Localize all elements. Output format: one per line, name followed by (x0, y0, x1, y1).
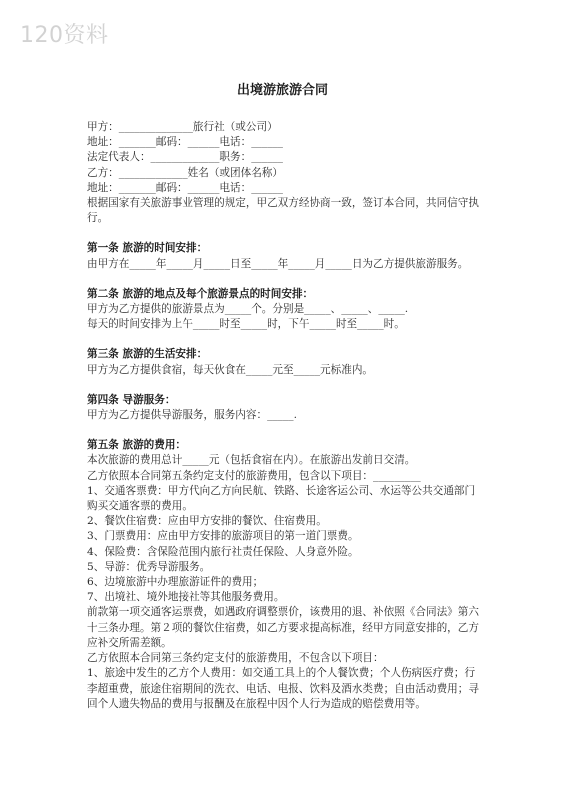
article-5-text: 3、门票费用：应由甲方安排的旅游项目的第一道门票费。 (87, 530, 359, 543)
article-4-text: 甲方为乙方提供导游服务，服务内容：_____. (87, 409, 297, 422)
spacer (87, 423, 481, 438)
article-1-text: 由甲方在_____年_____月_____日至_____年_____月_____日为乙方提供旅游服务。 (87, 257, 469, 270)
article-4-heading: 第四条 导游服务： (87, 393, 176, 406)
spacer (87, 272, 481, 287)
article-5-text: 乙方依照本合同第五条约定支付的旅游费用，包含以下项目：_________ (87, 469, 421, 482)
article-5-text: 前款第一项交通客运票费，如遇政府调整票价，该费用的退、补依照《合同法》第六十三条办理。第２项的餐饮住宿费，如乙方要求提高标准，经甲方同意安排的，乙方应补交所需差额。 (87, 606, 479, 649)
spacer (87, 332, 481, 347)
article-5-text: 7、出境社、境外地接社等其他服务费用。 (87, 591, 285, 604)
article-5-text: 1、交通客票费：甲方代向乙方向民航、铁路、长途客运公司、水运等公共交通部门购买交通客票的费用。 (87, 484, 476, 513)
article-2-text: 甲方为乙方提供的旅游景点为_____个。分别是_____、_____、_____. (87, 303, 409, 316)
page-title: 出境游旅游合同 (236, 83, 328, 98)
watermark: 120资料 (20, 23, 109, 48)
article-5-heading: 第五条 旅游的费用： (87, 439, 187, 452)
contract-body (87, 120, 481, 712)
article-5-text: 5、导游：优秀导游服务。 (87, 560, 211, 573)
party-line: 地址：_______邮码：______电话：______ (87, 136, 283, 149)
article-1-heading: 第一条 旅游的时间安排： (87, 242, 208, 255)
article-3-text: 甲方为乙方提供食宿，每天伙食在_____元至_____元标准内。 (87, 363, 374, 376)
article-2-text: 每天的时间安排为上午_____时至_____时，下午_____时至_____时。 (87, 318, 405, 331)
party-line: 地址：_______邮码：______电话：______ (87, 181, 283, 194)
article-5-text: 本次旅游的费用总计_____元（包括食宿在内）。在旅游出发前日交清。 (87, 454, 416, 467)
article-3-heading: 第三条 旅游的生活安排： (87, 348, 208, 361)
article-2-heading: 第二条 旅游的地点及每个旅游景点的时间安排： (87, 287, 314, 300)
party-line: 甲方：______________旅行社（或公司） (87, 121, 278, 133)
spacer (87, 378, 481, 393)
party-line: 乙方：_____________姓名（或团体名称） (87, 166, 283, 179)
article-5-text: 4、保险费：含保险范围内旅行社责任保险、人身意外险。 (87, 545, 359, 558)
party-line: 法定代表人：_____________职务：______ (87, 151, 283, 164)
article-5-text: 2、餐饮住宿费：应由甲方安排的餐饮、住宿费用。 (87, 515, 327, 528)
spacer (87, 226, 481, 241)
article-5-text: 1、旅途中发生的乙方个人费用：如交通工具上的个人餐饮费；个人伤病医疗费；行李超重费，旅途住宿期间的洗衣、电话、电报、饮料及酒水类费；自由活动费用；寻回个人遗失物品的费用与报酬及在旅程中因个人行为造成的赔偿费用等。 (87, 667, 479, 710)
article-5-text: 6、边境旅游中办理旅游证件的费用； (87, 576, 264, 589)
article-5-text: 乙方依照本合同第三条约定支付的旅游费用，不包含以下项目： (87, 652, 384, 665)
preamble: 根据国家有关旅游事业管理的规定，甲乙双方经协商一致，签订本合同，共同信守执行。 (87, 197, 479, 225)
